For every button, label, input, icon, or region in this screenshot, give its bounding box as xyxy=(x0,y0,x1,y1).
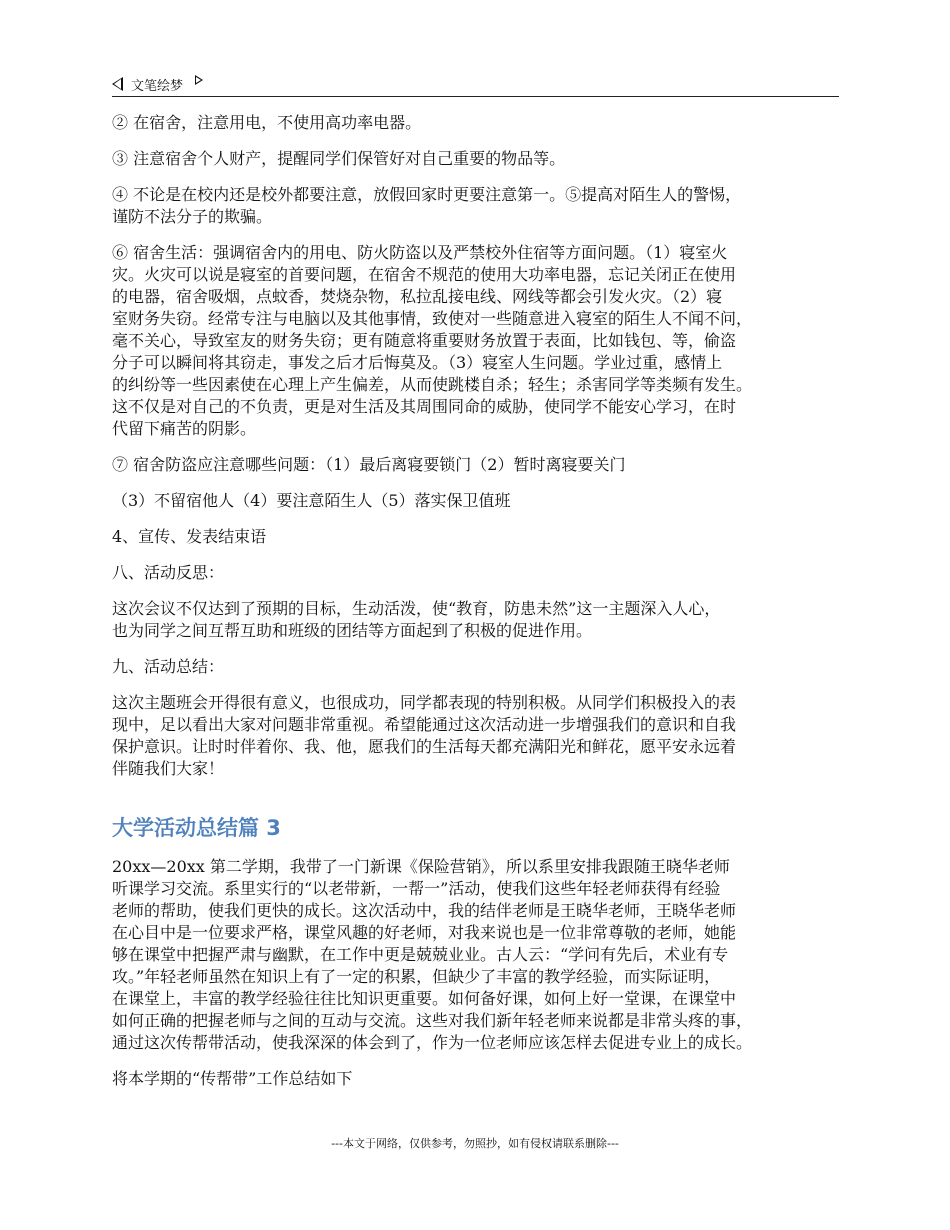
paragraph: 八、活动反思： xyxy=(112,563,225,582)
document-body xyxy=(112,112,842,1104)
paragraph: 这次主题班会开得很有意义，也很成功，同学都表现的特别积极。从同学们积极投入的表 现中，足以看出大家对问题非常重视。希望能通过这次活动进一步增强我们的意识和自我 保护意识。让时时伴着你、我、他，愿我们的生活每天都充满阳光和鲜花，愿平安永远着 伴随我们大家！ xyxy=(112,693,737,778)
paragraph: ③ 注意宿舍个人财产，提醒同学们保管好对自己重要的物品等。 xyxy=(112,149,566,168)
triangle-left-icon xyxy=(112,77,123,91)
paragraph: （3）不留宿他人（4）要注意陌生人（5）落实保卫值班 xyxy=(112,491,511,510)
paragraph: ⑦ 宿舍防盗应注意哪些问题：（1）最后离寝要锁门（2）暂时离寝要关门 xyxy=(112,455,626,474)
paragraph: ④ 不论是在校内还是校外都要注意，放假回家时更要注意第一。⑤提高对陌生人的警惕， 谨防不法分子的欺骗。 xyxy=(112,185,742,226)
page-footer: ---本文于网络，仅供参考，勿照抄，如有侵权请联系删除--- xyxy=(331,1137,619,1150)
triangle-right-icon xyxy=(195,75,203,85)
paragraph: 这次会议不仅达到了预期的目标，生动活泼，使“教育，防患未然”这一主题深入人心， 也为同学之间互帮互助和班级的团结等方面起到了积极的促进作用。 xyxy=(112,599,721,640)
paragraph: ② 在宿舍，注意用电，不使用高功率电器。 xyxy=(112,113,422,132)
header-brand: 文笔绘梦 xyxy=(131,78,184,94)
paragraph: 九、活动总结： xyxy=(112,657,225,676)
section-heading: 大学活动总结篇 3 xyxy=(112,816,281,840)
paragraph: ⑥ 宿舍生活：强调宿舍内的用电、防火防盗以及严禁校外住宿等方面问题。（1）寝室火 灾。火灾可以说是寝室的首要问题，在宿舍不规范的使用大功率电器，忘记关闭正在使用 的电器，宿舍吸烟，点蚊香，焚烧杂物，私拉乱接电线、网线等都会引发火灾。（2）寝 室财务失窃。经常专注与电脑以及其他事情，致使对一些随意进入寝室的陌生人不闻不问， 毫不关心，导致室友的财务失窃；更有随意将重要财务放置于表面，比如钱包、等，偷盗 分子可以瞬间将其窃走，事发之后才后悔莫及。（3）寝室人生问题。学业过重，感情上 的纠纷等一些因素使在心理上产生偏差，从而使跳楼自杀；轻生；杀害同学等类频有发生。 这不仅是对自己的不负责，更是对生活及其周围同命的威胁，使同学不能安心学习，在时 代留下痛苦的阴影。 xyxy=(112,243,753,438)
paragraph: 20xx—20xx 第二学期，我带了一门新课《保险营销》，所以系里安排我跟随王晓华老师 听课学习交流。系里实行的“以老带新，一帮一”活动，使我们这些年轻老师获得有经验 老师的帮助，使我们更快的成长。这次活动中，我的结伴老师是王晓华老师，王晓华老师 在心目中是一位要求严格，课堂风趣的好老师，对我来说也是一位非常尊敬的老师，她能 够在课堂中把握严肃与幽默，在工作中更是兢兢业业。古人云：“学问有先后，术业有专 攻。”年轻老师虽然在知识上有了一定的积累，但缺少了丰富的教学经验，而实际证明， 在课堂上，丰富的教学经验往往比知识更重要。如何备好课，如何上好一堂课，在课堂中 如何正确的把握老师与之间的互动与交流。这些对我们新年轻老师来说都是非常头疼的事， 通过这次传帮带活动，使我深深的体会到了，作为一位老师应该怎样去促进专业上的成长。 xyxy=(112,857,753,1052)
paragraph: 将本学期的“传帮带”工作总结如下 xyxy=(112,1069,353,1088)
page-header xyxy=(112,72,839,97)
paragraph: 4、宣传、发表结束语 xyxy=(112,527,267,546)
